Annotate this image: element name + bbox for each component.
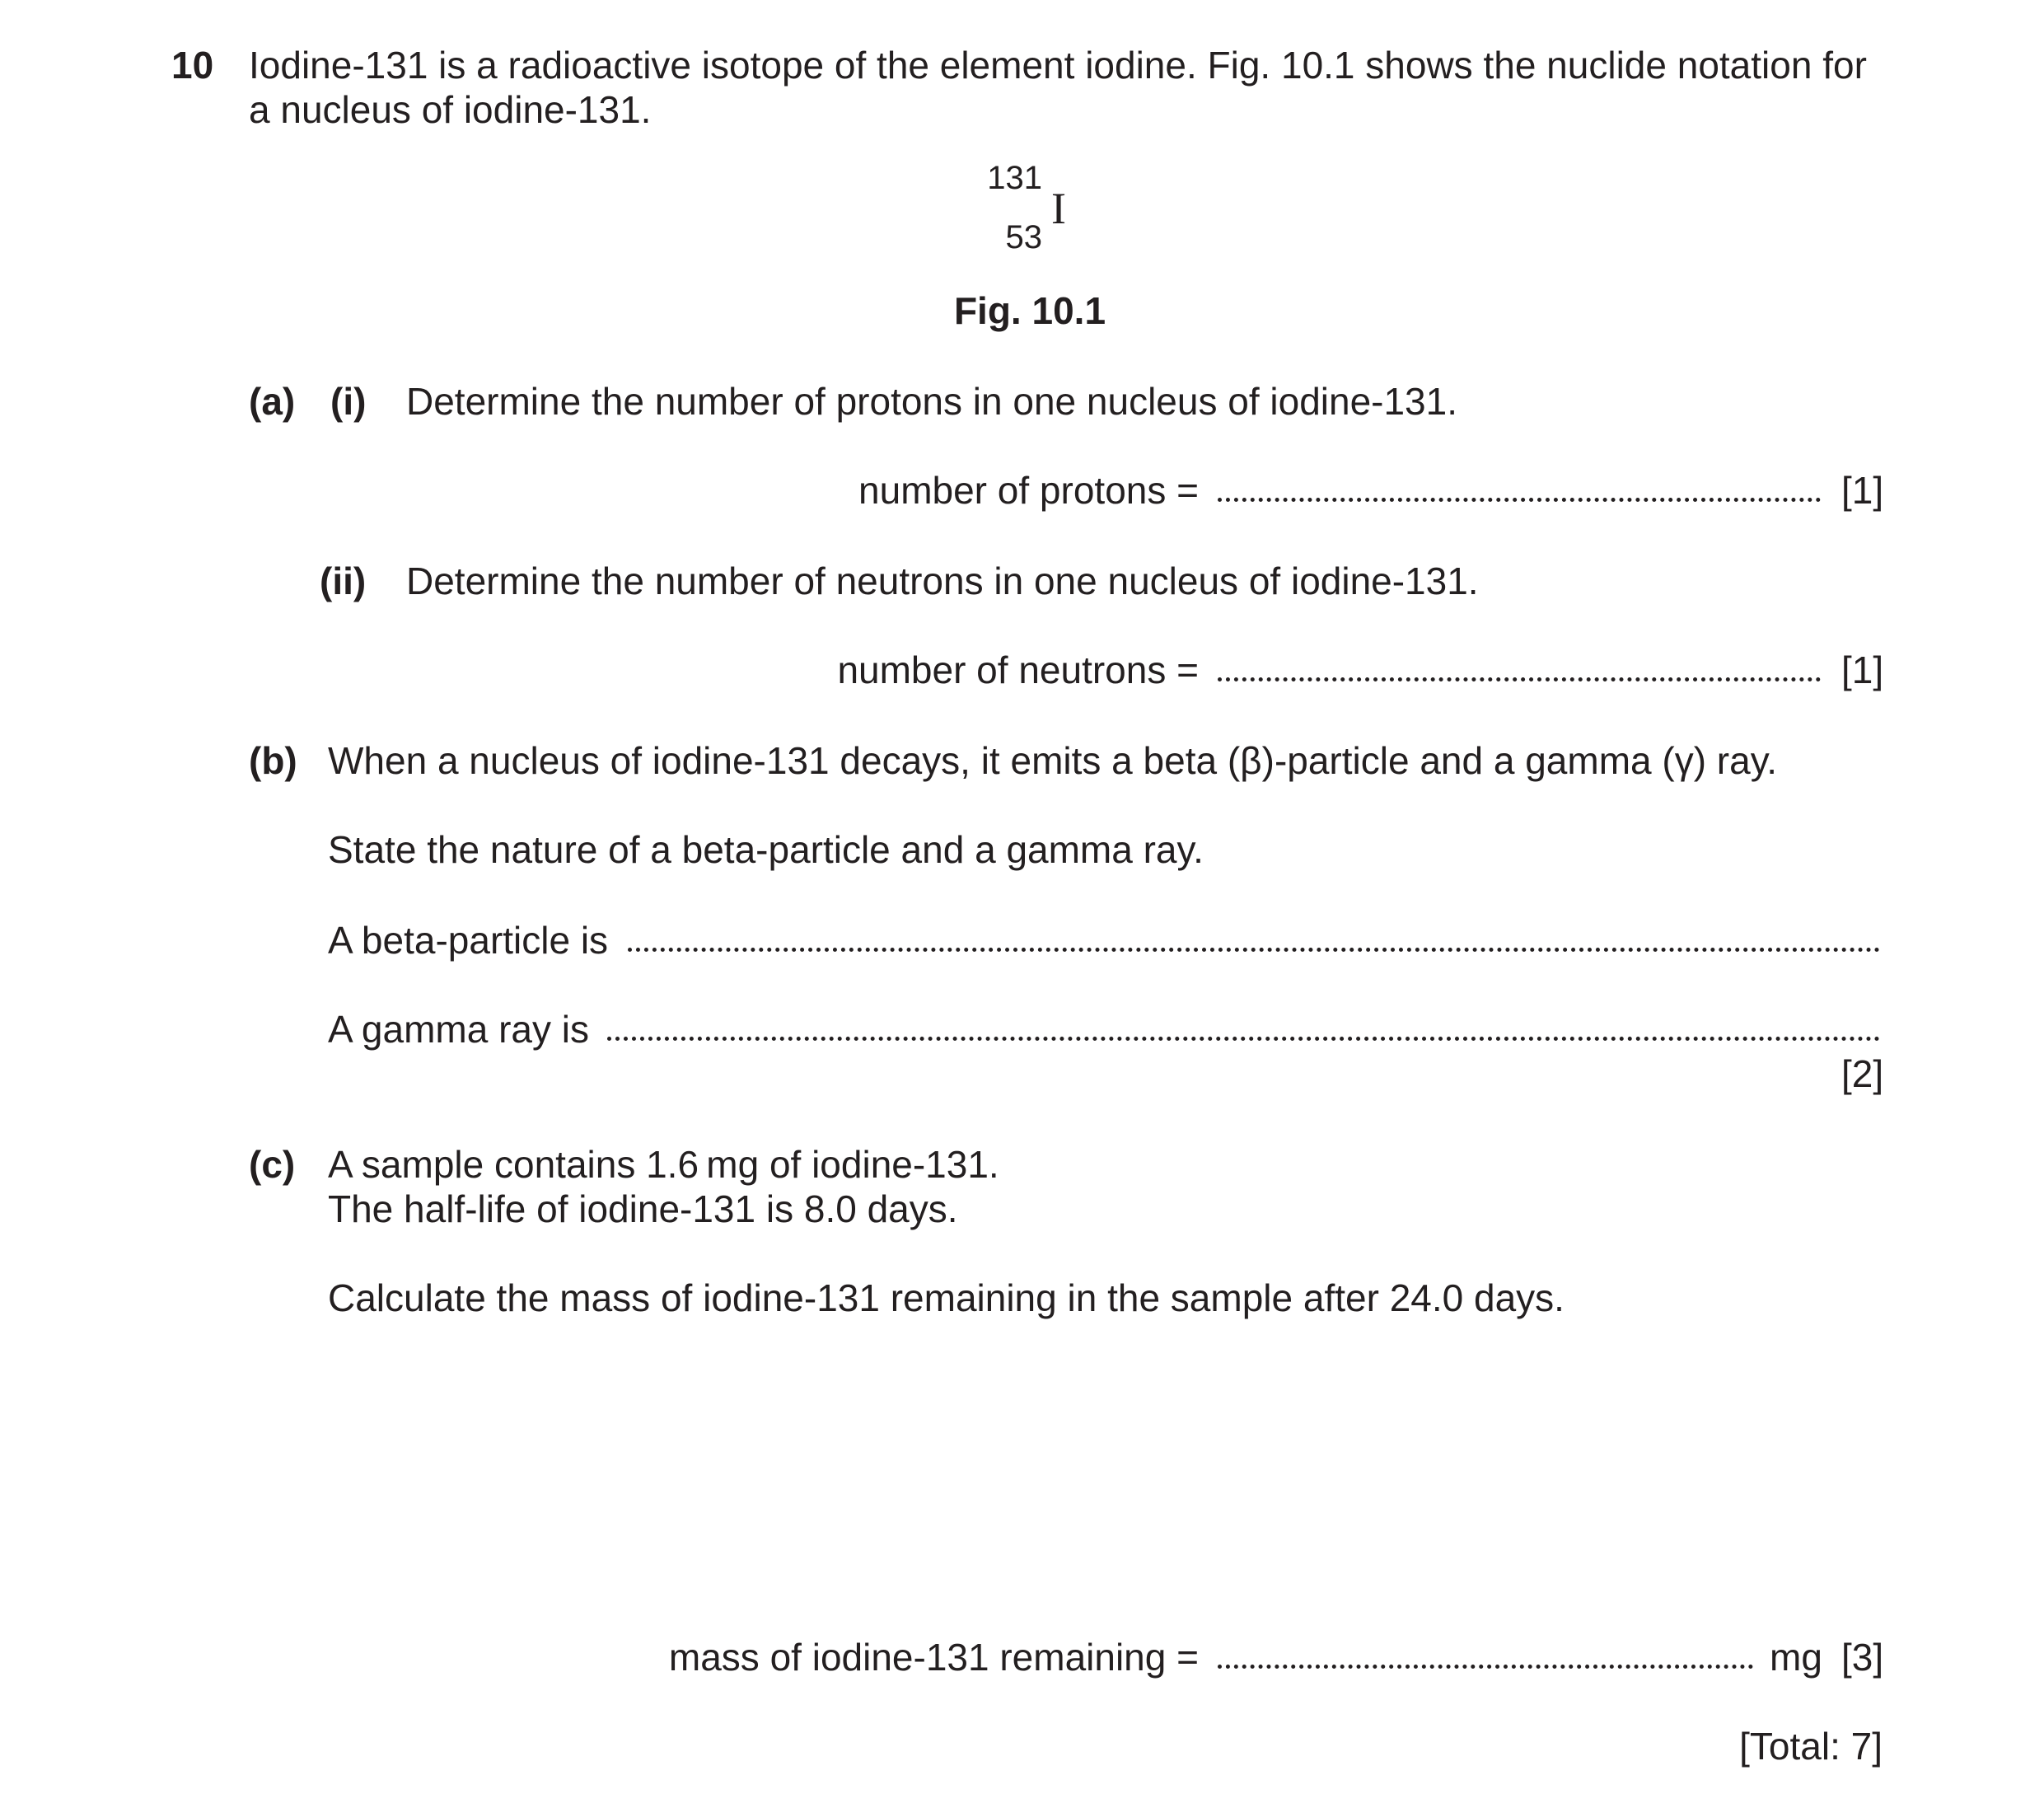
question-number: 10 — [171, 44, 214, 87]
part-c-label: (c) — [249, 1143, 296, 1186]
gamma-ray-answer-line[interactable] — [607, 1037, 1880, 1041]
beta-particle-label: A beta-particle is — [328, 919, 609, 962]
part-a-i-question: Determine the number of protons in one nucleus of iodine-131. — [406, 380, 1458, 423]
beta-particle-answer-line[interactable] — [628, 948, 1880, 952]
part-b-marks: [2] — [1841, 1052, 1884, 1095]
working-space[interactable] — [328, 1335, 1880, 1615]
question-intro-line1: Iodine-131 is a radioactive isotope of the element iodine. Fig. 10.1 shows the nuclide notation for — [249, 44, 1867, 87]
gamma-ray-label: A gamma ray is — [328, 1008, 589, 1051]
protons-answer-line[interactable] — [1218, 498, 1821, 502]
mass-number: 131 — [987, 160, 1042, 196]
part-c-marks: [3] — [1841, 1636, 1884, 1679]
part-a-label: (a) — [249, 380, 296, 423]
part-a-i-marks: [1] — [1841, 469, 1884, 512]
part-a-i-label: (i) — [330, 380, 367, 423]
atomic-number: 53 — [1005, 219, 1042, 255]
element-symbol: I — [1051, 184, 1066, 233]
question-intro-line2: a nucleus of iodine-131. — [249, 88, 652, 131]
protons-answer-label: number of protons = — [858, 469, 1199, 512]
part-c-line1: A sample contains 1.6 mg of iodine-131. — [328, 1143, 999, 1186]
mass-remaining-answer-line[interactable] — [1218, 1665, 1753, 1669]
part-a-ii-label: (ii) — [320, 560, 367, 602]
neutrons-answer-line[interactable] — [1218, 677, 1821, 681]
part-c-line2: The half-life of iodine-131 is 8.0 days. — [328, 1187, 958, 1230]
part-b-label: (b) — [249, 739, 297, 782]
part-a-ii-marks: [1] — [1841, 649, 1884, 691]
figure-caption: Fig. 10.1 — [953, 289, 1106, 332]
total-marks: [Total: 7] — [1739, 1725, 1883, 1768]
part-b-instruction: State the nature of a beta-particle and a gamma ray. — [328, 828, 1204, 871]
mass-remaining-answer-label: mass of iodine-131 remaining = — [668, 1636, 1199, 1679]
neutrons-answer-label: number of neutrons = — [837, 649, 1199, 691]
mass-unit: mg — [1770, 1636, 1822, 1679]
part-c-instruction: Calculate the mass of iodine-131 remaining in the sample after 24.0 days. — [328, 1276, 1565, 1319]
part-a-ii-question: Determine the number of neutrons in one nucleus of iodine-131. — [406, 560, 1479, 602]
part-b-statement: When a nucleus of iodine-131 decays, it emits a beta (β)-particle and a gamma (γ) ray. — [328, 739, 1778, 782]
